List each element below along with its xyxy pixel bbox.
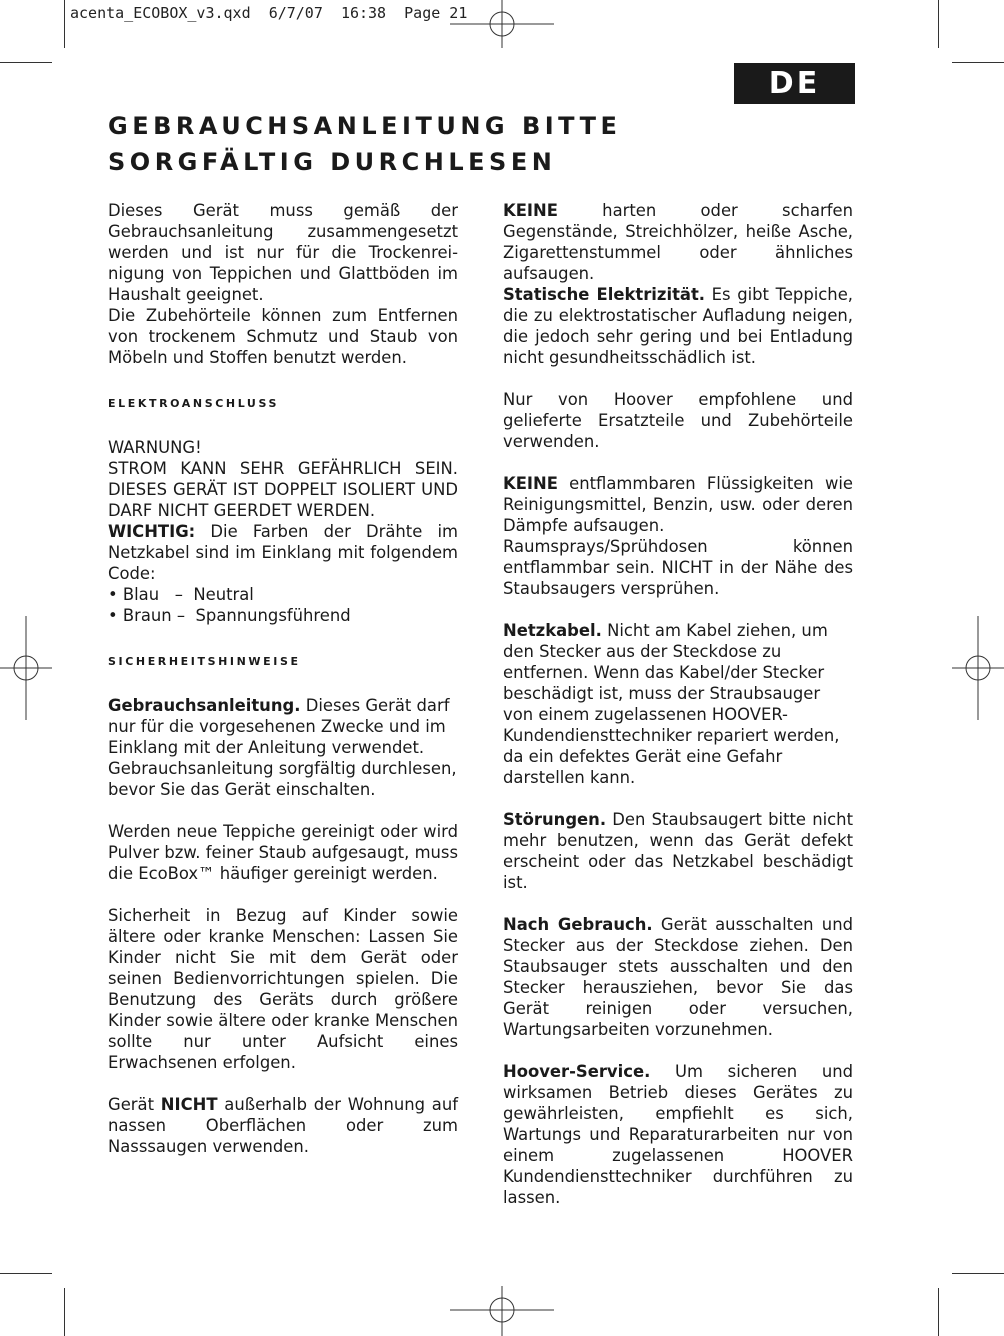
wire-code-blau: • Blau – Neutral (108, 585, 254, 604)
teppiche-paragraph: Werden neue Teppiche gereinigt oder wird Pulver bzw. feiner Staub aufgesaugt, muss die EcoBox™ häufiger gereinigt werden. (108, 822, 458, 883)
slug-page: Page 21 (404, 4, 468, 22)
netzkabel-label: Netzkabel. (503, 621, 602, 640)
nicht-label: NICHT (160, 1095, 218, 1114)
crop-mark-bottom-left-h (0, 1273, 52, 1274)
keine-entflammbar-paragraph (503, 473, 853, 536)
statisch-paragraph (503, 284, 853, 368)
nach-gebrauch-text: Gerät ausschalten und Stecker aus der Steckdose ziehen. Den Staubsauger stets ausschalten und den Stecker herausziehen, bevor Sie das Gerät reinigen oder versuchen, Wartungsarbeiten vorzunehmen. (503, 915, 853, 1039)
hoover-service-text: Um sicheren und wirksamen Betrieb dieses Gerätes zu gewährleisten, empfiehlt es sich, Wartungs und Reparaturarbeiten nur von einem zugelassenen HOOVER Kundendiensttechniker durchführen zu lassen. (503, 1062, 853, 1207)
netzkabel-text: Nicht am Kabel ziehen, um den Stecker aus der Steckdose zu entfernen. Wenn das Kabel/der Stecker beschädigt ist, muss der Straubsauger von einem zugelassenen HOOVER-Kundendiensttechniker repariert werden, da ein defektes Gerät eine Gefahr darstellen kann. (503, 621, 840, 787)
wichtig-label: WICHTIG: (108, 522, 196, 541)
statisch-text: Es gibt Teppiche, die zu elektrostatischer Aufladung neigen, die jedoch sehr gering und bei Entladung nicht gesundheitsschädlich ist. (503, 285, 853, 367)
crop-mark-top-left-h (0, 62, 52, 63)
registration-mark-top (450, 0, 554, 48)
netzkabel-paragraph (503, 620, 853, 788)
page-title-line-1: GEBRAUCHSANLEITUNG BITTE (108, 112, 622, 140)
crop-mark-top-left-v (64, 0, 65, 48)
nach-gebrauch-label: Nach Gebrauch. (503, 915, 653, 934)
heading-elektroanschluss: ELEKTROANSCHLUSS (108, 397, 280, 410)
crop-mark-bottom-left-v (64, 1288, 65, 1336)
kinder-paragraph: Sicherheit in Bezug auf Kinder sowie ältere oder kranke Menschen: Lassen Sie Kinder nicht Sie mit dem Gerät oder seinen Bedienvorrichtungen spielen. Die Benutzung des Geräts durch größere Kinder sowie ältere oder kranke Menschen sollte nur unter Aufsicht eines Erwachsenen erfolgen. (108, 906, 458, 1072)
accessories-paragraph: Die Zubehörteile können zum Entfernen von trockenem Schmutz und Staub von Möbeln und Stoffen benutzt werden. (108, 306, 458, 367)
gebrauch-label: Gebrauchsanleitung. (108, 696, 301, 715)
page-title-line-2: SORGFÄLTIG DURCHLESEN (108, 148, 557, 176)
stoerungen-text: Den Staubsaugert bitte nicht mehr benutzen, wenn das Gerät defekt erscheint oder das Netzkabel beschädigt ist. (503, 810, 853, 892)
hoover-service-paragraph (503, 1061, 853, 1208)
keine-text-1: harten oder scharfen Gegenstände, Streichhölzer, heiße Asche, Zigarettenstummel oder ähnliches aufsaugen. (503, 201, 853, 283)
gebrauch-text: Dieses Gerät darf nur für die vorgesehenen Zwecke und im Einklang mit der Anleitung verwendet. Gebrauchsanleitung sorgfältig durchlesen, bevor Sie das Gerät einschalten. (108, 696, 457, 799)
nicht-post: außerhalb der Wohnung auf nassen Oberflächen oder zum Nasssaugen verwenden. (108, 1095, 458, 1156)
printer-slug (70, 4, 467, 22)
language-badge: DE (734, 63, 855, 104)
statisch-label: Statische Elektrizität. (503, 285, 706, 304)
keine-harten-paragraph (503, 200, 853, 284)
wire-code-braun: • Braun – Spannungsführend (108, 606, 351, 625)
heading-sicherheitshinweise: SICHERHEITSHINWEISE (108, 655, 301, 668)
hoover-service-label: Hoover-Service. (503, 1062, 651, 1081)
slug-time: 16:38 (340, 4, 387, 22)
wichtig-text: Die Farben der Drähte im Netzkabel sind im Einklang mit folgendem Code: (108, 522, 458, 583)
nach-gebrauch-paragraph (503, 914, 853, 1040)
registration-mark-right (952, 616, 1004, 720)
right-column (503, 200, 853, 1208)
warning-text: STROM KANN SEHR GEFÄHRLICH SEIN. DIESES GERÄT IST DOPPELT ISOLIERT UND DARF NICHT GEERDET WERDEN. (108, 459, 458, 520)
ersatzteile-paragraph: Nur von Hoover empfohlene und gelieferte Ersatzteile und Zubehörteile verwenden. (503, 390, 853, 451)
slug-date: 6/7/07 (268, 4, 323, 22)
crop-mark-bottom-right-h (952, 1273, 1004, 1274)
crop-mark-bottom-right-v (938, 1288, 939, 1336)
wichtig-paragraph (108, 521, 458, 584)
stoerungen-paragraph (503, 809, 853, 893)
left-column (108, 200, 458, 1157)
keine-label-1: KEINE (503, 201, 558, 220)
raumsprays-paragraph: Raumsprays/Sprühdosen können entflammbar sein. NICHT in der Nähe des Staubsaugers versprühen. (503, 537, 853, 598)
nicht-pre: Gerät (108, 1095, 161, 1114)
stoerungen-label: Störungen. (503, 810, 607, 829)
registration-mark-bottom (450, 1286, 554, 1336)
intro-paragraph: Dieses Gerät muss gemäß der Gebrauchsanleitung zusammengesetzt werden und ist nur für die Trockenrei-nigung von Teppichen und Glattböden im Haushalt geeignet. (108, 201, 458, 304)
crop-mark-top-right-h (952, 62, 1004, 63)
gebrauch-paragraph (108, 695, 458, 800)
registration-mark-left (0, 616, 52, 720)
slug-filename: acenta_ECOBOX_v3.qxd (70, 4, 251, 22)
keine-text-2: entflammbaren Flüssigkeiten wie Reinigungsmittel, Benzin, usw. oder deren Dämpfe aufsaugen. (503, 474, 853, 535)
page-title (108, 108, 748, 180)
warning-label: WARNUNG! (108, 438, 202, 457)
crop-mark-top-right-v (938, 0, 939, 48)
nicht-paragraph (108, 1094, 458, 1157)
keine-label-2: KEINE (503, 474, 558, 493)
